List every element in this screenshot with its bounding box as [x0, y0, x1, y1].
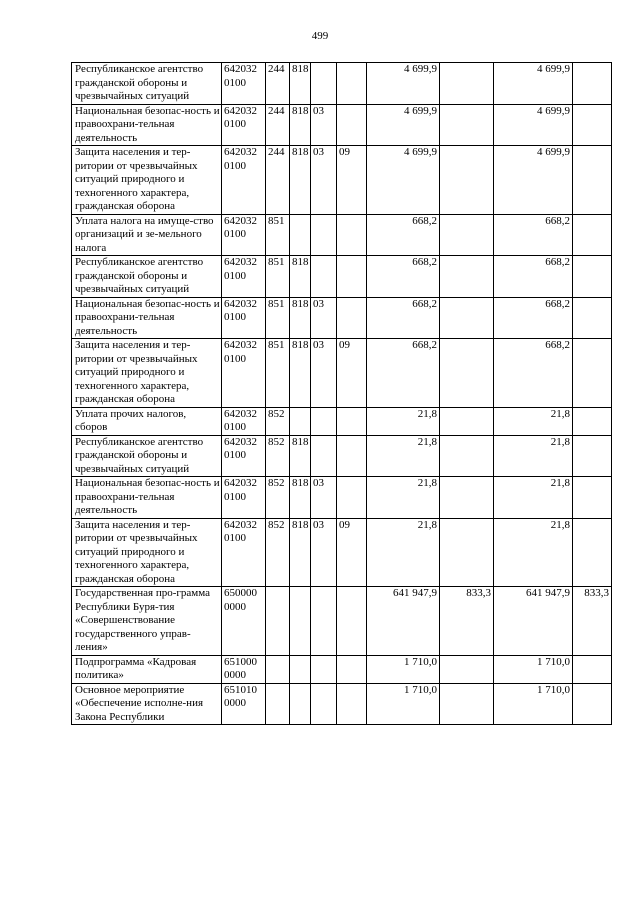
section-cell: 03: [311, 339, 337, 408]
table-row: [72, 214, 612, 256]
amount-total-2-cell: 4 699,9: [494, 146, 573, 215]
amount-federal-2-cell: [573, 104, 612, 146]
subsection-cell: [337, 256, 367, 298]
amount-total-2-cell: 1 710,0: [494, 655, 573, 683]
expense-type-cell: [266, 683, 290, 725]
amount-federal-cell: [440, 518, 494, 587]
amount-total-cell: 1 710,0: [367, 655, 440, 683]
row-name-cell: Республиканское агентство гражданской обороны и чрезвычайных ситуаций: [72, 256, 222, 298]
expense-type-cell: 244: [266, 104, 290, 146]
target-article-code-cell: 650000 0000: [222, 587, 266, 656]
amount-total-2-cell: 668,2: [494, 297, 573, 339]
target-article-code-cell: 642032 0100: [222, 407, 266, 435]
page-number: 499: [311, 30, 329, 42]
table-row: [72, 683, 612, 725]
subsection-cell: [337, 435, 367, 477]
table-row: [72, 146, 612, 215]
expense-type-cell: 852: [266, 407, 290, 435]
target-article-code-cell: 642032 0100: [222, 104, 266, 146]
expense-type-cell: [266, 655, 290, 683]
section-cell: [311, 435, 337, 477]
amount-total-2-cell: 21,8: [494, 407, 573, 435]
amount-total-2-cell: 1 710,0: [494, 683, 573, 725]
target-article-code-cell: 642032 0100: [222, 477, 266, 519]
department-code-cell: [290, 655, 311, 683]
department-code-cell: 818: [290, 518, 311, 587]
table-row: [72, 435, 612, 477]
expense-type-cell: 852: [266, 435, 290, 477]
table-row: [72, 104, 612, 146]
table-row: [72, 63, 612, 105]
target-article-code-cell: 642032 0100: [222, 435, 266, 477]
expense-type-cell: 851: [266, 339, 290, 408]
row-name-cell: Национальная безопас-ность и правоохрани-тельная деятельность: [72, 477, 222, 519]
department-code-cell: 818: [290, 297, 311, 339]
row-name-cell: Республиканское агентство гражданской обороны и чрезвычайных ситуаций: [72, 63, 222, 105]
subsection-cell: [337, 477, 367, 519]
department-code-cell: [290, 407, 311, 435]
row-name-cell: Основное мероприятие «Обеспечение исполне-ния Закона Республики: [72, 683, 222, 725]
amount-total-cell: 668,2: [367, 297, 440, 339]
amount-federal-cell: [440, 655, 494, 683]
amount-total-2-cell: 641 947,9: [494, 587, 573, 656]
amount-total-cell: 21,8: [367, 477, 440, 519]
amount-total-2-cell: 4 699,9: [494, 63, 573, 105]
table-row: [72, 256, 612, 298]
section-cell: [311, 655, 337, 683]
table-row: [72, 297, 612, 339]
row-name-cell: Национальная безопас-ность и правоохрани-тельная деятельность: [72, 297, 222, 339]
subsection-cell: 09: [337, 339, 367, 408]
amount-federal-cell: [440, 477, 494, 519]
section-cell: 03: [311, 477, 337, 519]
expense-type-cell: 852: [266, 477, 290, 519]
amount-total-2-cell: 21,8: [494, 518, 573, 587]
department-code-cell: 818: [290, 339, 311, 408]
amount-federal-2-cell: [573, 146, 612, 215]
amount-federal-2-cell: [573, 435, 612, 477]
subsection-cell: [337, 104, 367, 146]
section-cell: 03: [311, 146, 337, 215]
amount-federal-cell: [440, 683, 494, 725]
amount-federal-cell: [440, 104, 494, 146]
amount-total-cell: 1 710,0: [367, 683, 440, 725]
department-code-cell: [290, 587, 311, 656]
table-row: [72, 655, 612, 683]
subsection-cell: [337, 214, 367, 256]
amount-total-cell: 21,8: [367, 518, 440, 587]
amount-total-cell: 4 699,9: [367, 63, 440, 105]
expense-type-cell: [266, 587, 290, 656]
row-name-cell: Защита населения и тер-ритории от чрезвычайных ситуаций природного и техногенного характера, гражданская оборона: [72, 146, 222, 215]
subsection-cell: 09: [337, 146, 367, 215]
section-cell: [311, 256, 337, 298]
amount-federal-cell: [440, 297, 494, 339]
department-code-cell: [290, 683, 311, 725]
amount-federal-2-cell: [573, 477, 612, 519]
subsection-cell: [337, 297, 367, 339]
expense-type-cell: 244: [266, 146, 290, 215]
table-row: [72, 407, 612, 435]
section-cell: 03: [311, 104, 337, 146]
row-name-cell: Республиканское агентство гражданской обороны и чрезвычайных ситуаций: [72, 435, 222, 477]
section-cell: 03: [311, 518, 337, 587]
target-article-code-cell: 642032 0100: [222, 339, 266, 408]
target-article-code-cell: 642032 0100: [222, 214, 266, 256]
amount-federal-2-cell: [573, 683, 612, 725]
section-cell: 03: [311, 297, 337, 339]
amount-federal-cell: [440, 256, 494, 298]
subsection-cell: [337, 683, 367, 725]
subsection-cell: 09: [337, 518, 367, 587]
amount-total-cell: 21,8: [367, 407, 440, 435]
section-cell: [311, 683, 337, 725]
table-row: [72, 477, 612, 519]
amount-total-cell: 668,2: [367, 339, 440, 408]
row-name-cell: Защита населения и тер-ритории от чрезвычайных ситуаций природного и техногенного характера, гражданская оборона: [72, 518, 222, 587]
amount-federal-cell: [440, 407, 494, 435]
subsection-cell: [337, 587, 367, 656]
amount-total-2-cell: 21,8: [494, 435, 573, 477]
expense-type-cell: 851: [266, 214, 290, 256]
amount-total-cell: 4 699,9: [367, 104, 440, 146]
section-cell: [311, 63, 337, 105]
target-article-code-cell: 642032 0100: [222, 297, 266, 339]
row-name-cell: Подпрограмма «Кадровая политика»: [72, 655, 222, 683]
target-article-code-cell: 642032 0100: [222, 256, 266, 298]
table-body: [72, 63, 612, 725]
amount-federal-2-cell: [573, 655, 612, 683]
table-row: [72, 518, 612, 587]
amount-federal-cell: [440, 435, 494, 477]
amount-federal-cell: [440, 214, 494, 256]
subsection-cell: [337, 407, 367, 435]
target-article-code-cell: 642032 0100: [222, 63, 266, 105]
section-cell: [311, 587, 337, 656]
expense-type-cell: 244: [266, 63, 290, 105]
amount-total-2-cell: 668,2: [494, 256, 573, 298]
department-code-cell: 818: [290, 435, 311, 477]
amount-total-cell: 641 947,9: [367, 587, 440, 656]
amount-federal-2-cell: 833,3: [573, 587, 612, 656]
department-code-cell: 818: [290, 256, 311, 298]
amount-federal-2-cell: [573, 297, 612, 339]
amount-total-2-cell: 668,2: [494, 339, 573, 408]
section-cell: [311, 214, 337, 256]
department-code-cell: 818: [290, 146, 311, 215]
amount-federal-2-cell: [573, 256, 612, 298]
amount-total-2-cell: 21,8: [494, 477, 573, 519]
amount-federal-cell: [440, 339, 494, 408]
department-code-cell: 818: [290, 63, 311, 105]
amount-total-2-cell: 668,2: [494, 214, 573, 256]
amount-federal-2-cell: [573, 518, 612, 587]
amount-federal-2-cell: [573, 339, 612, 408]
expense-type-cell: 851: [266, 256, 290, 298]
row-name-cell: Уплата налога на имуще-ство организаций и зе-мельного налога: [72, 214, 222, 256]
target-article-code-cell: 642032 0100: [222, 518, 266, 587]
amount-total-2-cell: 4 699,9: [494, 104, 573, 146]
target-article-code-cell: 651010 0000: [222, 683, 266, 725]
amount-total-cell: 668,2: [367, 256, 440, 298]
table-row: [72, 587, 612, 656]
section-cell: [311, 407, 337, 435]
expense-type-cell: 851: [266, 297, 290, 339]
amount-total-cell: 21,8: [367, 435, 440, 477]
amount-federal-2-cell: [573, 214, 612, 256]
amount-federal-2-cell: [573, 63, 612, 105]
amount-federal-2-cell: [573, 407, 612, 435]
amount-federal-cell: 833,3: [440, 587, 494, 656]
row-name-cell: Национальная безопас-ность и правоохрани-тельная деятельность: [72, 104, 222, 146]
department-code-cell: [290, 214, 311, 256]
amount-total-cell: 4 699,9: [367, 146, 440, 215]
amount-federal-cell: [440, 63, 494, 105]
amount-total-cell: 668,2: [367, 214, 440, 256]
row-name-cell: Государственная про-грамма Республики Буря-тия «Совершенствование государственного управ-ления»: [72, 587, 222, 656]
row-name-cell: Защита населения и тер-ритории от чрезвычайных ситуаций природного и техногенного характера, гражданская оборона: [72, 339, 222, 408]
department-code-cell: 818: [290, 477, 311, 519]
budget-table: [71, 62, 612, 725]
expense-type-cell: 852: [266, 518, 290, 587]
department-code-cell: 818: [290, 104, 311, 146]
target-article-code-cell: 642032 0100: [222, 146, 266, 215]
subsection-cell: [337, 63, 367, 105]
row-name-cell: Уплата прочих налогов, сборов: [72, 407, 222, 435]
table-row: [72, 339, 612, 408]
target-article-code-cell: 651000 0000: [222, 655, 266, 683]
subsection-cell: [337, 655, 367, 683]
amount-federal-cell: [440, 146, 494, 215]
